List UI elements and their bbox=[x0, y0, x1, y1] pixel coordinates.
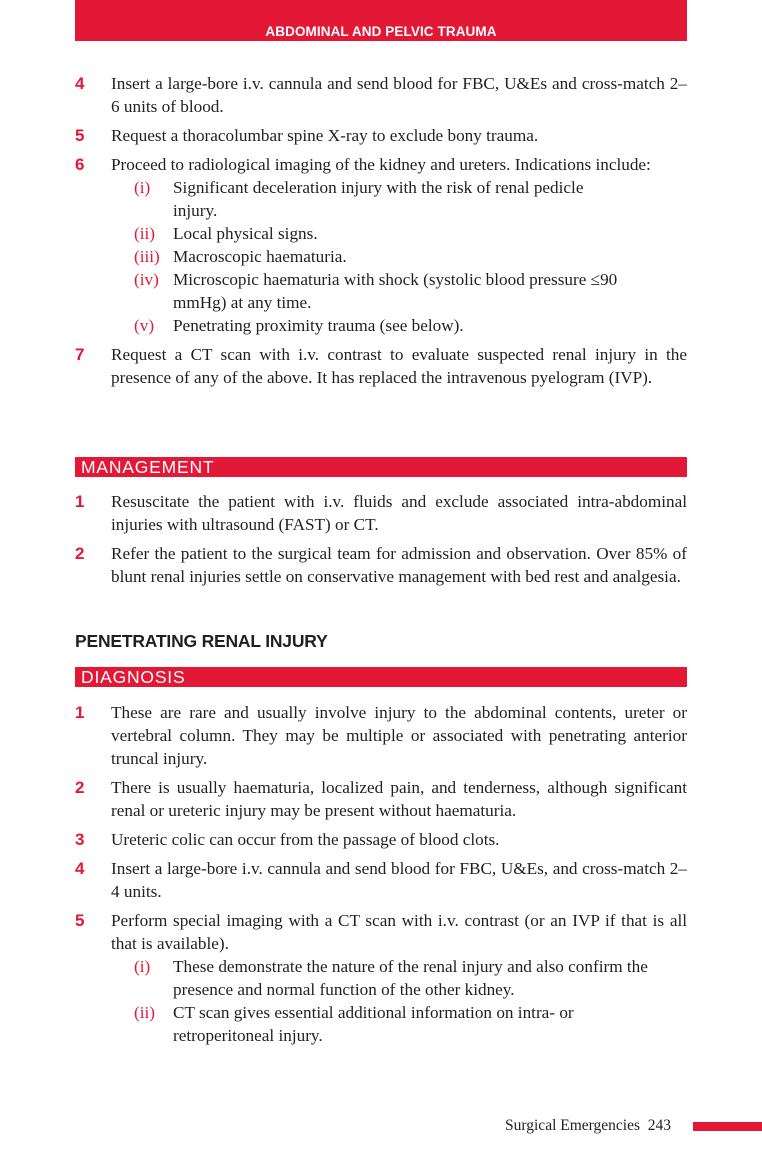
list-item bbox=[75, 124, 687, 147]
item-number: 7 bbox=[75, 345, 85, 364]
penetrating-diagnosis-list bbox=[75, 701, 687, 1047]
running-header bbox=[75, 0, 687, 41]
item-number: 4 bbox=[75, 859, 85, 878]
item-text: There is usually haematuria, localized pain, and tenderness, although significant renal or ureteric injury may be present without haematuria. bbox=[111, 778, 687, 820]
item-number: 1 bbox=[75, 703, 85, 722]
diagnosis-heading-label: DIAGNOSIS bbox=[81, 667, 186, 687]
sub-item-number: (ii) bbox=[134, 1003, 155, 1022]
item-number: 4 bbox=[75, 74, 85, 93]
item-text: Proceed to radiological imaging of the kidney and ureters. Indications include: bbox=[111, 155, 651, 174]
item-text: Request a CT scan with i.v. contrast to evaluate suspected renal injury in the presence of any of the above. It has replaced the intravenous pyelogram (IVP). bbox=[111, 345, 687, 387]
sub-item bbox=[75, 222, 687, 245]
item-number: 5 bbox=[75, 126, 85, 145]
footer-book-title: Surgical Emergencies bbox=[505, 1117, 641, 1134]
item-text: These are rare and usually involve injury to the abdominal contents, ureter or vertebral column. They may be multiple or associated with penetrating anterior truncal injury. bbox=[111, 703, 687, 768]
list-item bbox=[75, 701, 687, 770]
list-item bbox=[75, 857, 687, 903]
item-number: 5 bbox=[75, 911, 85, 930]
list-item bbox=[75, 909, 687, 955]
sub-item-text: CT scan gives essential additional information on intra- or retroperitoneal injury. bbox=[173, 1003, 574, 1045]
diagnosis-continued-list bbox=[75, 72, 687, 389]
sub-item-number: (iii) bbox=[134, 247, 160, 266]
item-text: Perform special imaging with a CT scan with i.v. contrast (or an IVP if that is all that is available). bbox=[111, 911, 687, 953]
list-item bbox=[75, 828, 687, 851]
diagnosis-heading bbox=[75, 667, 687, 687]
footer-accent-bar bbox=[693, 1122, 762, 1131]
item-number: 1 bbox=[75, 492, 85, 511]
item-text: Request a thoracolumbar spine X-ray to exclude bony trauma. bbox=[111, 126, 539, 145]
management-heading bbox=[75, 457, 687, 477]
sub-item-text: Microscopic haematuria with shock (systolic blood pressure ≤90 mmHg) at any time. bbox=[173, 270, 618, 312]
item-number: 3 bbox=[75, 830, 85, 849]
item-number: 2 bbox=[75, 544, 85, 563]
item-number: 2 bbox=[75, 778, 85, 797]
list-item bbox=[75, 776, 687, 822]
management-heading-label: MANAGEMENT bbox=[81, 457, 215, 477]
list-item bbox=[75, 490, 687, 536]
page-number: 243 bbox=[647, 1117, 672, 1134]
item-text: Ureteric colic can occur from the passage of blood clots. bbox=[111, 830, 500, 849]
list-item bbox=[75, 343, 687, 389]
sub-item bbox=[75, 314, 687, 337]
sub-item-text: Macroscopic haematuria. bbox=[173, 247, 347, 266]
list-item bbox=[75, 153, 687, 176]
sub-item bbox=[75, 245, 687, 268]
sub-item bbox=[75, 268, 687, 314]
section-title: PENETRATING RENAL INJURY bbox=[75, 631, 328, 651]
sub-item bbox=[75, 176, 687, 222]
item-text: Resuscitate the patient with i.v. fluids and exclude associated intra-abdominal injuries with ultrasound (FAST) or CT. bbox=[111, 492, 687, 534]
sub-item-text: Significant deceleration injury with the risk of renal pedicle injury. bbox=[173, 178, 584, 220]
sub-item-number: (i) bbox=[134, 957, 151, 976]
list-item bbox=[75, 542, 687, 588]
sub-item-number: (i) bbox=[134, 178, 151, 197]
sub-item bbox=[75, 955, 687, 1001]
sub-item-number: (ii) bbox=[134, 224, 155, 243]
list-item bbox=[75, 72, 687, 118]
running-header-title: ABDOMINAL AND PELVIC TRAUMA bbox=[265, 24, 497, 39]
page-footer bbox=[505, 1117, 671, 1135]
sub-item-number: (v) bbox=[134, 316, 155, 335]
sub-item-number: (iv) bbox=[134, 270, 159, 289]
management-list bbox=[75, 490, 687, 588]
sub-item bbox=[75, 1001, 687, 1047]
sub-item-text: These demonstrate the nature of the renal injury and also confirm the presence and normal function of the other kidney. bbox=[173, 957, 648, 999]
item-text: Insert a large-bore i.v. cannula and send blood for FBC, U&Es, and cross-match 2–4 units. bbox=[111, 859, 687, 901]
sub-item-text: Local physical signs. bbox=[173, 224, 318, 243]
sub-item-text: Penetrating proximity trauma (see below). bbox=[173, 316, 464, 335]
item-text: Refer the patient to the surgical team for admission and observation. Over 85% of blunt renal injuries settle on conservative management with bed rest and analgesia. bbox=[111, 544, 687, 586]
item-number: 6 bbox=[75, 155, 85, 174]
item-text: Insert a large-bore i.v. cannula and send blood for FBC, U&Es and cross-match 2–6 units of blood. bbox=[111, 74, 687, 116]
